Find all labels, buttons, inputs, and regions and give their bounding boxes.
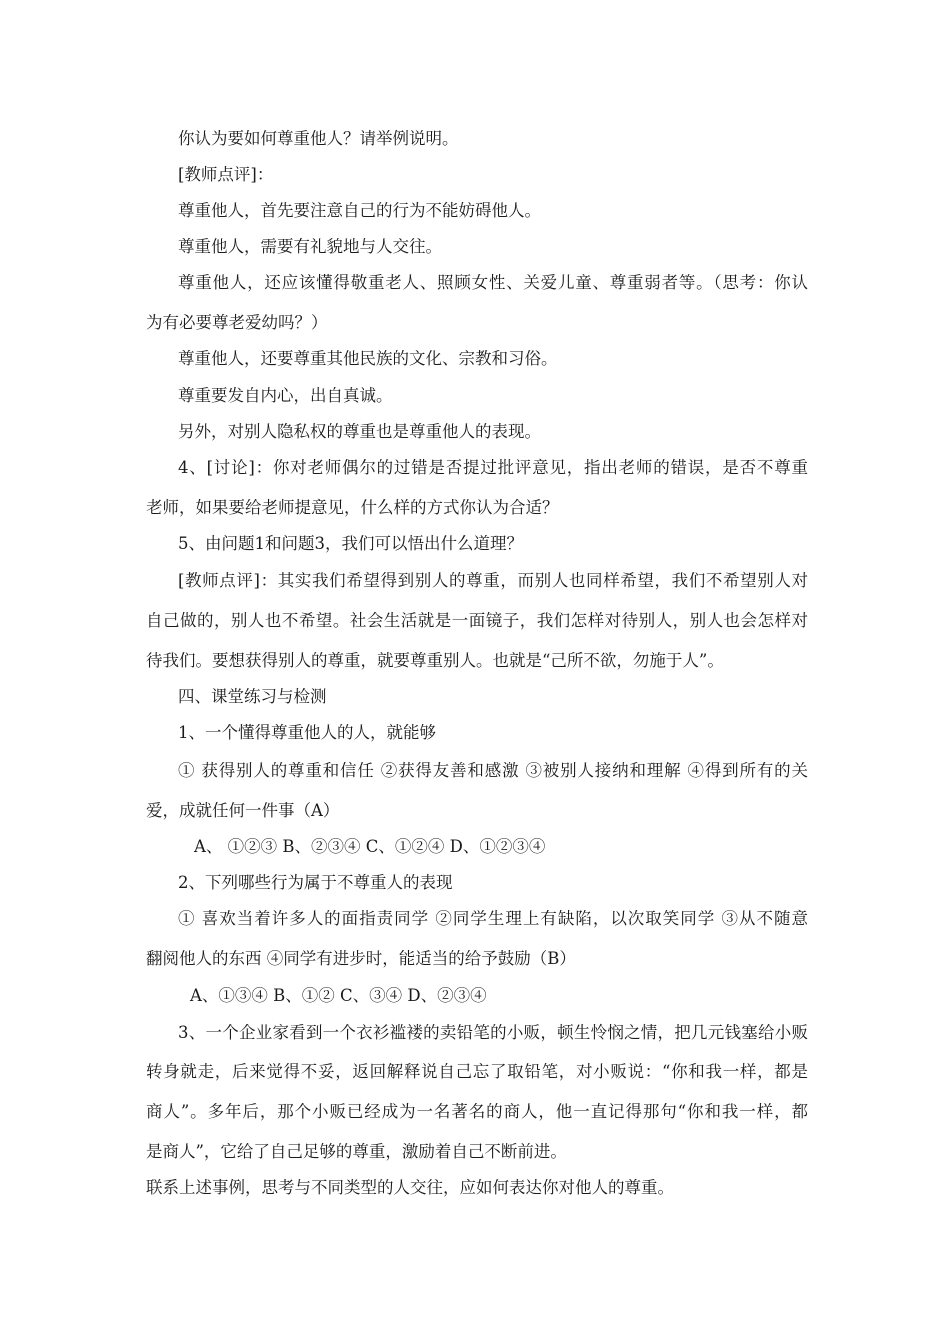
question-respect-how: 你认为要如何尊重他人？请举例说明。 (178, 129, 459, 148)
answer-choices-one: A、 ①②③ B、②③④ C、①②④ D、①②③④ (194, 837, 546, 856)
answer-choices-two: A、①③④ B、①② C、③④ D、②③④ (190, 986, 487, 1005)
paragraph-line: 自己做的，别人也不希望。社会生活就是一面镜子，我们怎样对待别人，别人也会怎样对 (146, 611, 808, 630)
question-five: 5、由问题1和问题3，我们可以悟出什么道理？ (178, 534, 523, 553)
exercise-question-one: 1、一个懂得尊重他人的人，就能够 (178, 723, 436, 742)
paragraph-line: 为有必要尊老爱幼吗？） (146, 313, 328, 332)
section-heading-practice: 四、课堂练习与检测 (178, 687, 327, 706)
teacher-comment-heading: [教师点评]： (178, 165, 274, 184)
paragraph-line: 商人”。多年后，那个小贩已经成为一名著名的商人，他一直记得那句“你和我一样，都 (146, 1102, 808, 1121)
paragraph-line: 老师，如果要给老师提意见，什么样的方式你认为合适？ (146, 498, 559, 517)
paragraph-line: 是商人”，它给了自己足够的尊重，激励着自己不断前进。 (146, 1142, 567, 1161)
teacher-comment-paragraph: [教师点评]：其实我们希望得到别人的尊重，而别人也同样希望，我们不希望别人对 (178, 571, 808, 590)
exercise-options-line: ① 喜欢当着许多人的面指责同学 ②同学生理上有缺陷，以次取笑同学 ③从不随意 (178, 909, 808, 928)
paragraph-line: 尊重他人，首先要注意自己的行为不能妨碍他人。 (178, 201, 541, 220)
paragraph-line: 尊重他人，需要有礼貌地与人交往。 (178, 237, 442, 256)
paragraph-line: 尊重要发自内心，出自真诚。 (178, 386, 393, 405)
exercise-options-line: ① 获得别人的尊重和信任 ②获得友善和感激 ③被别人接纳和理解 ④得到所有的关 (178, 761, 808, 780)
paragraph-line: 爱，成就任何一件事（A） (146, 801, 340, 820)
paragraph-line: 另外，对别人隐私权的尊重也是尊重他人的表现。 (178, 422, 541, 441)
paragraph-line: 翻阅他人的东西 ④同学有进步时，能适当的给予鼓励（B） (146, 949, 576, 968)
paragraph-line: 待我们。要想获得别人的尊重，就要尊重别人。也就是“己所不欲，勿施于人”。 (146, 651, 724, 670)
exercise-question-two: 2、下列哪些行为属于不尊重人的表现 (178, 873, 453, 892)
paragraph-line: 尊重他人，还要尊重其他民族的文化、宗教和习俗。 (178, 349, 558, 368)
discussion-question: 4、[讨论]：你对老师偶尔的过错是否提过批评意见，指出老师的错误，是否不尊重 (178, 458, 808, 477)
paragraph-line: 尊重他人，还应该懂得敬重老人、照顾女性、关爱儿童、尊重弱者等。（思考：你认 (178, 273, 808, 292)
exercise-question-three: 3、一个企业家看到一个衣衫褴褛的卖铅笔的小贩，顿生怜悯之情，把几元钱塞给小贩 (178, 1023, 808, 1042)
closing-prompt: 联系上述事例，思考与不同类型的人交往，应如何表达你对他人的尊重。 (146, 1178, 674, 1197)
paragraph-line: 转身就走，后来觉得不妥，返回解释说自己忘了取铅笔，对小贩说：“你和我一样，都是 (146, 1062, 808, 1081)
